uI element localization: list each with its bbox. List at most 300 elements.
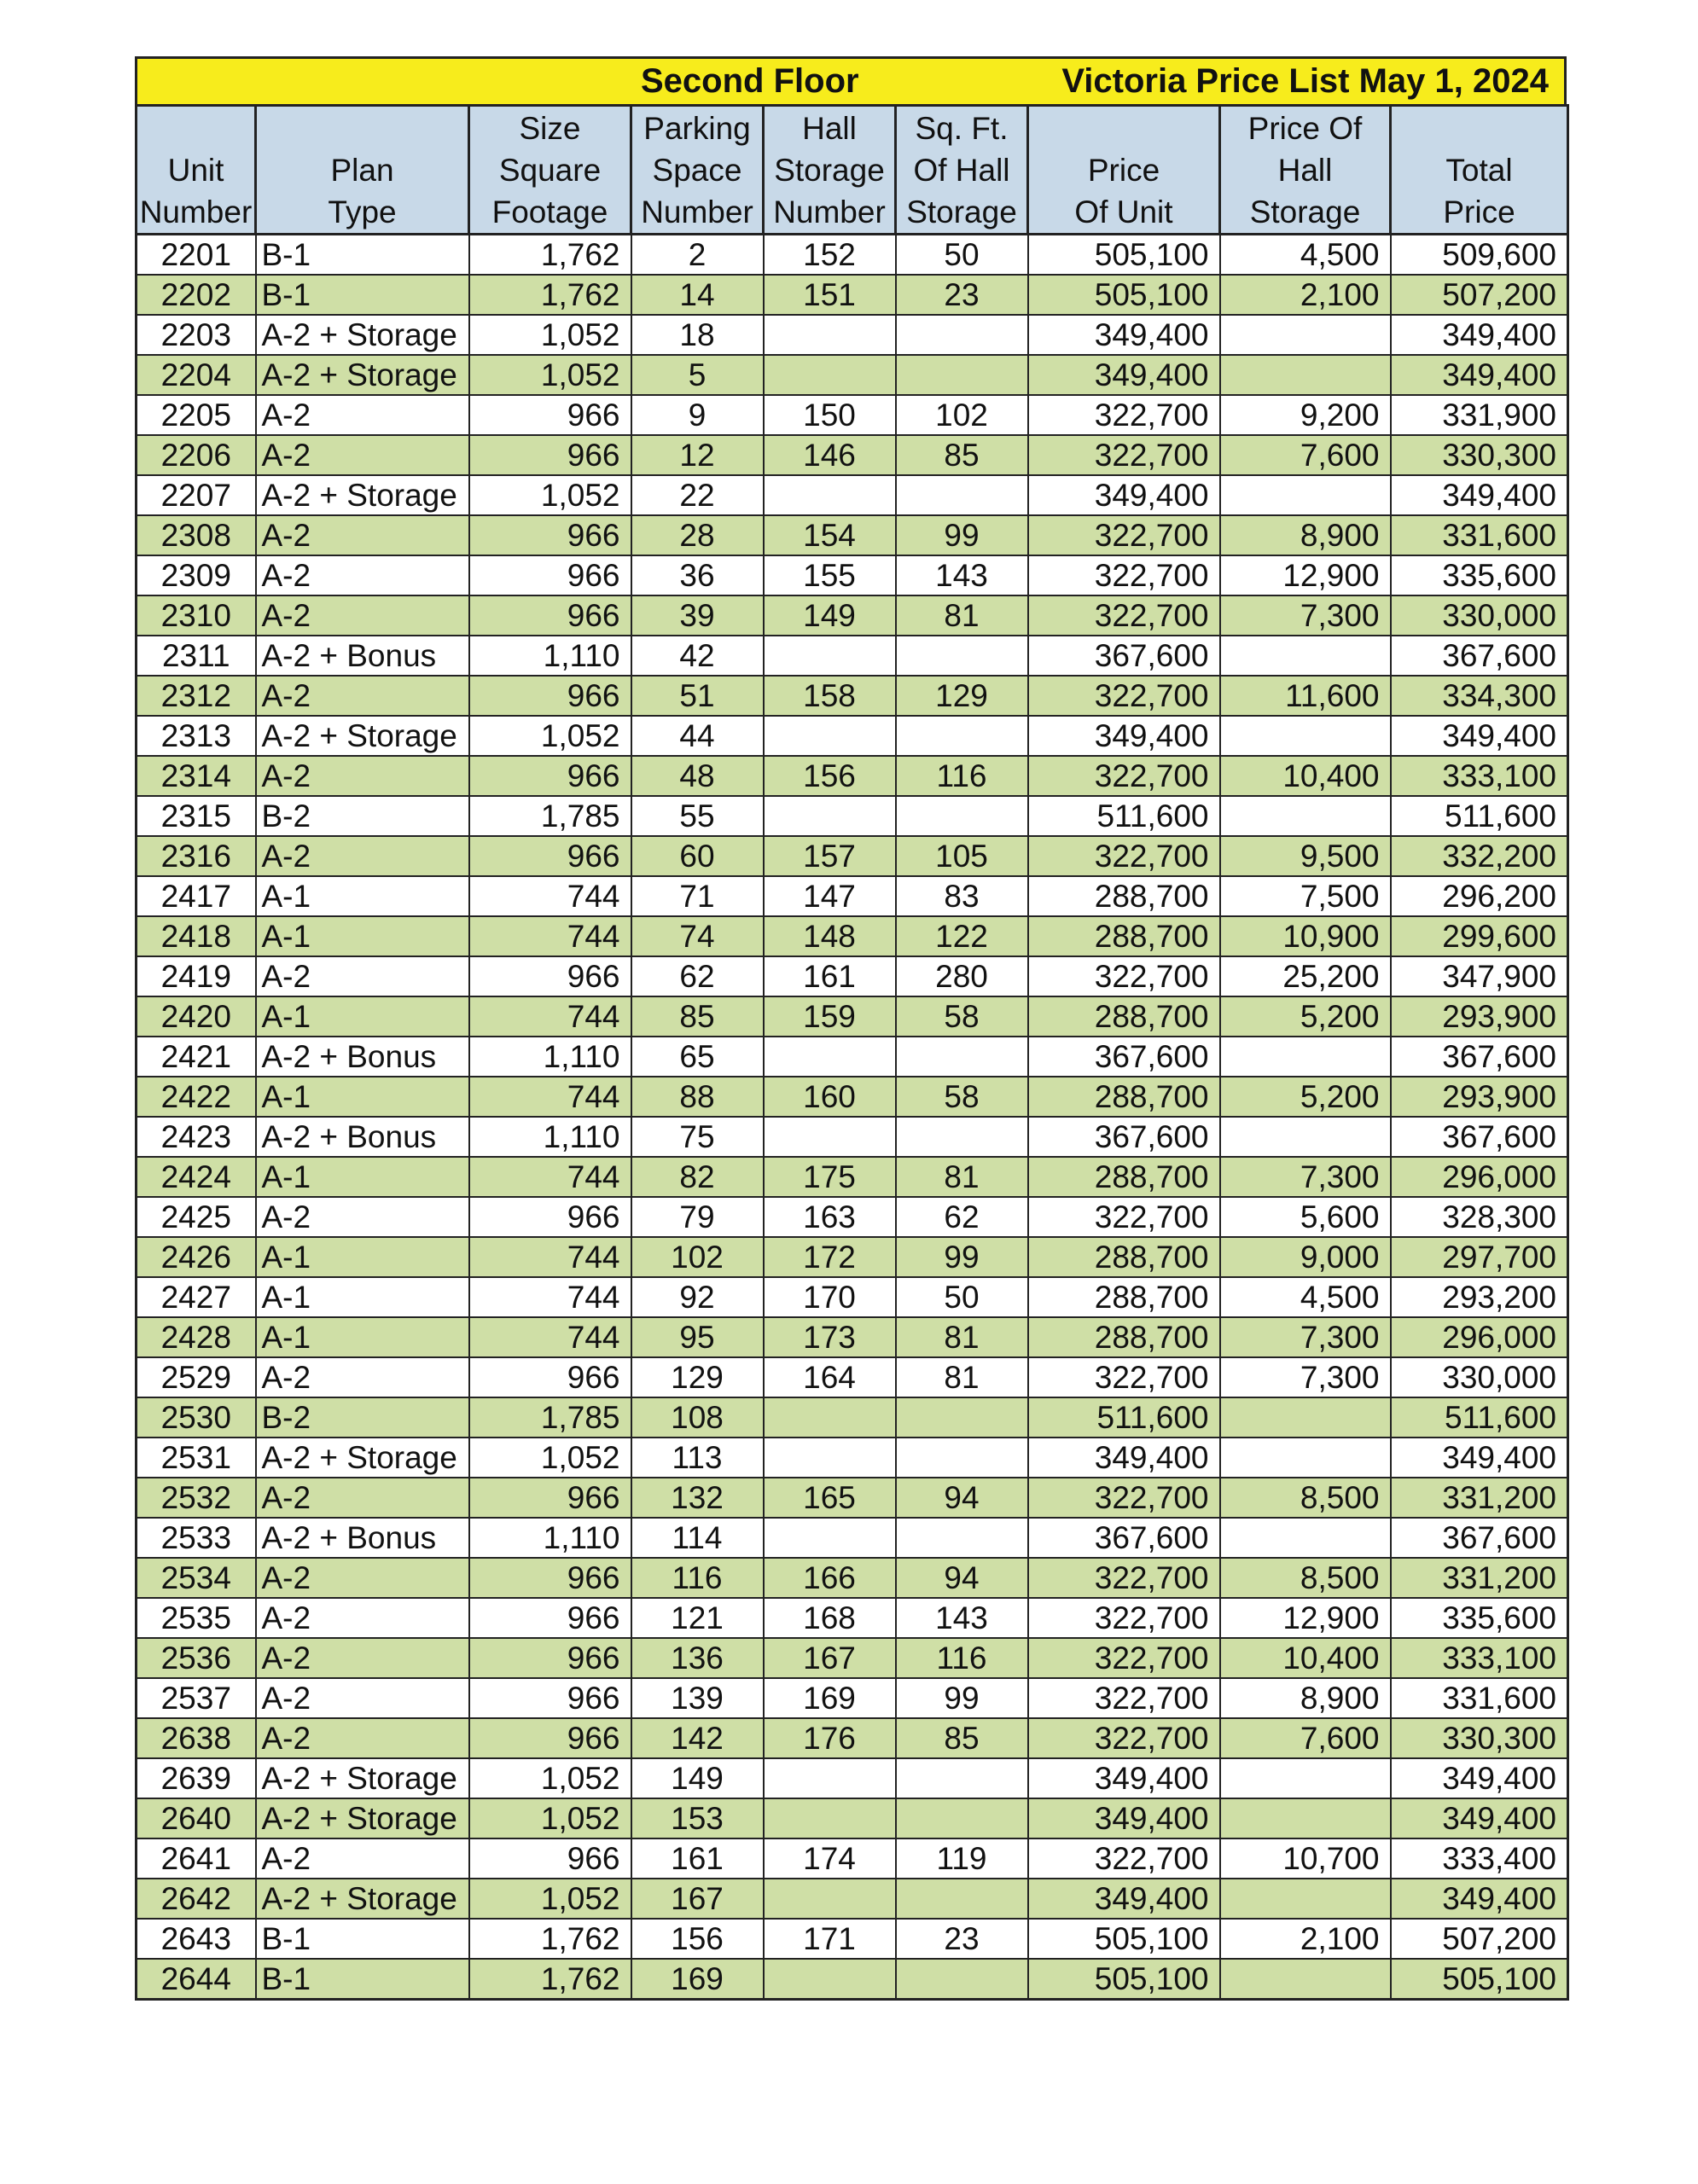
unit-number-cell: 2639 [137, 1758, 256, 1798]
column-header-line: Storage [906, 195, 1017, 229]
plan-type-cell: A-2 [256, 1558, 469, 1598]
unit-price-cell: 322,700 [1028, 1478, 1220, 1518]
unit-price-cell: 322,700 [1028, 1638, 1220, 1678]
parking-cell: 42 [631, 636, 764, 676]
parking-cell: 28 [631, 515, 764, 555]
unit-number-cell: 2535 [137, 1598, 256, 1638]
hall-sqft-cell [896, 716, 1028, 756]
hall-price-cell: 7,600 [1220, 1718, 1391, 1758]
unit-price-cell: 505,100 [1028, 235, 1220, 276]
hall-storage-cell: 167 [764, 1638, 896, 1678]
plan-type-cell: A-2 [256, 956, 469, 996]
parking-cell: 169 [631, 1959, 764, 2000]
hall-storage-cell: 169 [764, 1678, 896, 1718]
parking-cell: 2 [631, 235, 764, 276]
hall-storage-cell: 168 [764, 1598, 896, 1638]
unit-price-cell: 288,700 [1028, 1317, 1220, 1357]
hall-price-cell: 7,600 [1220, 435, 1391, 475]
size-cell: 1,762 [469, 1959, 631, 2000]
column-header-line: Plan [330, 153, 394, 188]
parking-cell: 132 [631, 1478, 764, 1518]
total-price-cell: 330,300 [1391, 435, 1568, 475]
unit-number-cell: 2203 [137, 315, 256, 355]
parking-cell: 62 [631, 956, 764, 996]
total-price-cell: 330,000 [1391, 1357, 1568, 1397]
table-row [137, 836, 1568, 876]
total-price-cell: 367,600 [1391, 636, 1568, 676]
size-cell: 966 [469, 515, 631, 555]
unit-number-cell: 2420 [137, 996, 256, 1037]
unit-number-cell: 2643 [137, 1919, 256, 1959]
hall-sqft-cell [896, 1117, 1028, 1157]
hall-storage-cell [764, 716, 896, 756]
column-header-total-price [1391, 106, 1568, 235]
column-header-line: Storage [1249, 195, 1361, 229]
unit-number-cell: 2206 [137, 435, 256, 475]
hall-sqft-cell: 116 [896, 1638, 1028, 1678]
unit-price-cell: 511,600 [1028, 1397, 1220, 1438]
unit-number-cell: 2642 [137, 1879, 256, 1919]
table-row [137, 395, 1568, 435]
hall-price-cell: 2,100 [1220, 1919, 1391, 1959]
column-header-line: Storage [774, 153, 885, 188]
hall-price-cell [1220, 355, 1391, 395]
hall-sqft-cell: 119 [896, 1838, 1028, 1879]
hall-price-cell: 5,200 [1220, 996, 1391, 1037]
hall-price-cell: 7,300 [1220, 1317, 1391, 1357]
parking-cell: 95 [631, 1317, 764, 1357]
table-row [137, 355, 1568, 395]
unit-number-cell: 2529 [137, 1357, 256, 1397]
size-cell: 966 [469, 756, 631, 796]
hall-storage-cell [764, 636, 896, 676]
total-price-cell: 328,300 [1391, 1197, 1568, 1237]
size-cell: 966 [469, 1478, 631, 1518]
hall-price-cell: 10,400 [1220, 1638, 1391, 1678]
plan-type-cell: A-2 [256, 676, 469, 716]
parking-cell: 22 [631, 475, 764, 515]
unit-number-cell: 2310 [137, 595, 256, 636]
hall-price-cell [1220, 1037, 1391, 1077]
total-price-cell: 334,300 [1391, 676, 1568, 716]
price-list-title: Victoria Price List May 1, 2024 [1061, 62, 1549, 100]
column-header-parking-space-number [631, 106, 764, 235]
hall-price-cell [1220, 1397, 1391, 1438]
unit-number-cell: 2311 [137, 636, 256, 676]
column-header-size-square-footage [469, 106, 631, 235]
size-cell: 966 [469, 1678, 631, 1718]
hall-sqft-cell: 62 [896, 1197, 1028, 1237]
table-row [137, 1838, 1568, 1879]
total-price-cell: 296,000 [1391, 1317, 1568, 1357]
column-header-line: Number [773, 195, 886, 229]
unit-price-cell: 322,700 [1028, 435, 1220, 475]
unit-number-cell: 2315 [137, 796, 256, 836]
plan-type-cell: A-2 [256, 595, 469, 636]
unit-number-cell: 2313 [137, 716, 256, 756]
size-cell: 966 [469, 595, 631, 636]
size-cell: 744 [469, 1077, 631, 1117]
hall-price-cell: 8,900 [1220, 515, 1391, 555]
plan-type-cell: A-1 [256, 996, 469, 1037]
hall-price-cell [1220, 1758, 1391, 1798]
unit-number-cell: 2207 [137, 475, 256, 515]
hall-storage-cell: 174 [764, 1838, 896, 1879]
size-cell: 1,052 [469, 1758, 631, 1798]
unit-number-cell: 2205 [137, 395, 256, 435]
total-price-cell: 367,600 [1391, 1518, 1568, 1558]
hall-price-cell [1220, 1959, 1391, 2000]
plan-type-cell: A-2 + Storage [256, 1438, 469, 1478]
table-row [137, 1277, 1568, 1317]
total-price-cell: 349,400 [1391, 716, 1568, 756]
plan-type-cell: A-2 [256, 1197, 469, 1237]
unit-price-cell: 322,700 [1028, 555, 1220, 595]
hall-storage-cell: 156 [764, 756, 896, 796]
hall-price-cell [1220, 716, 1391, 756]
table-body [137, 235, 1568, 2000]
hall-price-cell [1220, 315, 1391, 355]
parking-cell: 79 [631, 1197, 764, 1237]
unit-number-cell: 2536 [137, 1638, 256, 1678]
plan-type-cell: A-2 [256, 1478, 469, 1518]
hall-sqft-cell [896, 355, 1028, 395]
hall-storage-cell [764, 315, 896, 355]
hall-storage-cell: 163 [764, 1197, 896, 1237]
column-header-line: Unit [167, 153, 224, 188]
plan-type-cell: A-2 [256, 836, 469, 876]
table-row [137, 555, 1568, 595]
parking-cell: 55 [631, 796, 764, 836]
plan-type-cell: A-1 [256, 1077, 469, 1117]
hall-sqft-cell: 102 [896, 395, 1028, 435]
total-price-cell: 349,400 [1391, 1758, 1568, 1798]
hall-sqft-cell: 85 [896, 1718, 1028, 1758]
table-row [137, 636, 1568, 676]
size-cell: 744 [469, 876, 631, 916]
hall-price-cell [1220, 796, 1391, 836]
unit-number-cell: 2418 [137, 916, 256, 956]
unit-price-cell: 367,600 [1028, 1518, 1220, 1558]
total-price-cell: 331,600 [1391, 1678, 1568, 1718]
hall-price-cell: 10,400 [1220, 756, 1391, 796]
hall-price-cell: 7,300 [1220, 1357, 1391, 1397]
parking-cell: 161 [631, 1838, 764, 1879]
plan-type-cell: A-2 + Storage [256, 1798, 469, 1838]
unit-number-cell: 2425 [137, 1197, 256, 1237]
total-price-cell: 511,600 [1391, 1397, 1568, 1438]
hall-storage-cell [764, 1798, 896, 1838]
hall-price-cell [1220, 1879, 1391, 1919]
parking-cell: 167 [631, 1879, 764, 1919]
column-header-line: Number [641, 195, 753, 229]
unit-price-cell: 349,400 [1028, 1758, 1220, 1798]
plan-type-cell: A-2 [256, 756, 469, 796]
hall-storage-cell: 159 [764, 996, 896, 1037]
parking-cell: 116 [631, 1558, 764, 1598]
unit-number-cell: 2428 [137, 1317, 256, 1357]
plan-type-cell: A-2 + Storage [256, 716, 469, 756]
table-row [137, 916, 1568, 956]
unit-price-cell: 288,700 [1028, 1277, 1220, 1317]
unit-number-cell: 2419 [137, 956, 256, 996]
unit-price-cell: 367,600 [1028, 636, 1220, 676]
unit-number-cell: 2638 [137, 1718, 256, 1758]
column-header-line: Price [1087, 153, 1160, 188]
column-header-unit-number [137, 106, 256, 235]
parking-cell: 5 [631, 355, 764, 395]
total-price-cell: 333,100 [1391, 756, 1568, 796]
unit-price-cell: 349,400 [1028, 475, 1220, 515]
hall-sqft-cell: 81 [896, 1357, 1028, 1397]
hall-price-cell: 5,600 [1220, 1197, 1391, 1237]
size-cell: 744 [469, 996, 631, 1037]
table-row [137, 1197, 1568, 1237]
unit-price-cell: 288,700 [1028, 996, 1220, 1037]
hall-storage-cell [764, 1037, 896, 1077]
unit-number-cell: 2423 [137, 1117, 256, 1157]
column-header-price-of-hall-storage [1220, 106, 1391, 235]
hall-sqft-cell [896, 1438, 1028, 1478]
table-row [137, 1077, 1568, 1117]
size-cell: 1,110 [469, 1037, 631, 1077]
total-price-cell: 297,700 [1391, 1237, 1568, 1277]
hall-price-cell: 25,200 [1220, 956, 1391, 996]
total-price-cell: 296,000 [1391, 1157, 1568, 1197]
total-price-cell: 349,400 [1391, 475, 1568, 515]
plan-type-cell: A-2 [256, 1718, 469, 1758]
hall-storage-cell [764, 796, 896, 836]
size-cell: 966 [469, 1638, 631, 1678]
hall-sqft-cell [896, 1959, 1028, 2000]
plan-type-cell: A-2 [256, 1678, 469, 1718]
hall-storage-cell [764, 1518, 896, 1558]
hall-storage-cell [764, 1117, 896, 1157]
parking-cell: 114 [631, 1518, 764, 1558]
table-row [137, 1117, 1568, 1157]
size-cell: 1,762 [469, 275, 631, 315]
total-price-cell: 293,200 [1391, 1277, 1568, 1317]
hall-storage-cell [764, 1438, 896, 1478]
table-row [137, 595, 1568, 636]
total-price-cell: 330,000 [1391, 595, 1568, 636]
price-table [135, 104, 1569, 2001]
unit-price-cell: 322,700 [1028, 756, 1220, 796]
unit-price-cell: 322,700 [1028, 395, 1220, 435]
column-header-line: Of Unit [1074, 195, 1173, 229]
plan-type-cell: A-1 [256, 916, 469, 956]
table-row [137, 756, 1568, 796]
hall-sqft-cell [896, 1518, 1028, 1558]
hall-price-cell: 2,100 [1220, 275, 1391, 315]
hall-storage-cell: 165 [764, 1478, 896, 1518]
unit-price-cell: 505,100 [1028, 275, 1220, 315]
hall-price-cell [1220, 1798, 1391, 1838]
column-header-line: Price Of [1247, 111, 1363, 146]
total-price-cell: 293,900 [1391, 996, 1568, 1037]
total-price-cell: 349,400 [1391, 355, 1568, 395]
unit-number-cell: 2417 [137, 876, 256, 916]
hall-storage-cell: 170 [764, 1277, 896, 1317]
size-cell: 966 [469, 1558, 631, 1598]
size-cell: 744 [469, 1317, 631, 1357]
hall-sqft-cell [896, 1037, 1028, 1077]
hall-sqft-cell: 94 [896, 1558, 1028, 1598]
unit-price-cell: 288,700 [1028, 876, 1220, 916]
column-header-line: Hall [1277, 153, 1333, 188]
hall-storage-cell: 173 [764, 1317, 896, 1357]
hall-price-cell [1220, 475, 1391, 515]
size-cell: 1,110 [469, 1518, 631, 1558]
table-row [137, 1638, 1568, 1678]
hall-storage-cell [764, 355, 896, 395]
hall-storage-cell [764, 1879, 896, 1919]
total-price-cell: 299,600 [1391, 916, 1568, 956]
column-header-line: Price [1443, 195, 1515, 229]
table-row [137, 1678, 1568, 1718]
size-cell: 966 [469, 435, 631, 475]
table-row [137, 515, 1568, 555]
parking-cell: 121 [631, 1598, 764, 1638]
plan-type-cell: A-2 + Bonus [256, 1117, 469, 1157]
size-cell: 1,052 [469, 1879, 631, 1919]
plan-type-cell: A-1 [256, 1317, 469, 1357]
total-price-cell: 296,200 [1391, 876, 1568, 916]
hall-sqft-cell [896, 315, 1028, 355]
size-cell: 966 [469, 1197, 631, 1237]
size-cell: 966 [469, 395, 631, 435]
total-price-cell: 331,200 [1391, 1478, 1568, 1518]
parking-cell: 102 [631, 1237, 764, 1277]
hall-price-cell: 4,500 [1220, 235, 1391, 276]
total-price-cell: 330,300 [1391, 1718, 1568, 1758]
total-price-cell: 505,100 [1391, 1959, 1568, 2000]
unit-price-cell: 511,600 [1028, 796, 1220, 836]
column-header-hall-storage-sqft [896, 106, 1028, 235]
hall-storage-cell: 160 [764, 1077, 896, 1117]
unit-price-cell: 322,700 [1028, 676, 1220, 716]
unit-number-cell: 2533 [137, 1518, 256, 1558]
hall-storage-cell: 157 [764, 836, 896, 876]
hall-price-cell [1220, 1438, 1391, 1478]
table-row [137, 1037, 1568, 1077]
hall-storage-cell [764, 1758, 896, 1798]
size-cell: 1,762 [469, 1919, 631, 1959]
plan-type-cell: A-2 + Bonus [256, 1518, 469, 1558]
size-cell: 744 [469, 1157, 631, 1197]
total-price-cell: 347,900 [1391, 956, 1568, 996]
total-price-cell: 331,200 [1391, 1558, 1568, 1598]
unit-price-cell: 349,400 [1028, 716, 1220, 756]
table-row [137, 956, 1568, 996]
unit-price-cell: 349,400 [1028, 1879, 1220, 1919]
table-row [137, 275, 1568, 315]
unit-price-cell: 367,600 [1028, 1117, 1220, 1157]
column-header-line: Footage [491, 195, 608, 229]
unit-number-cell: 2316 [137, 836, 256, 876]
total-price-cell: 332,200 [1391, 836, 1568, 876]
column-header-hall-storage-number [764, 106, 896, 235]
plan-type-cell: A-2 [256, 1638, 469, 1678]
hall-sqft-cell: 99 [896, 1678, 1028, 1718]
parking-cell: 12 [631, 435, 764, 475]
parking-cell: 139 [631, 1678, 764, 1718]
column-header-line: Parking [643, 111, 751, 146]
hall-sqft-cell: 105 [896, 836, 1028, 876]
hall-sqft-cell: 99 [896, 1237, 1028, 1277]
size-cell: 966 [469, 555, 631, 595]
hall-sqft-cell [896, 1758, 1028, 1798]
total-price-cell: 335,600 [1391, 555, 1568, 595]
hall-sqft-cell [896, 636, 1028, 676]
unit-number-cell: 2202 [137, 275, 256, 315]
total-price-cell: 331,600 [1391, 515, 1568, 555]
unit-number-cell: 2312 [137, 676, 256, 716]
unit-price-cell: 322,700 [1028, 515, 1220, 555]
total-price-cell: 367,600 [1391, 1117, 1568, 1157]
unit-number-cell: 2314 [137, 756, 256, 796]
table-header [137, 106, 1568, 235]
parking-cell: 156 [631, 1919, 764, 1959]
table-row [137, 1758, 1568, 1798]
hall-price-cell [1220, 1518, 1391, 1558]
unit-price-cell: 322,700 [1028, 1197, 1220, 1237]
size-cell: 1,110 [469, 636, 631, 676]
column-header-line: Square [498, 153, 602, 188]
plan-type-cell: B-1 [256, 275, 469, 315]
plan-type-cell: A-2 [256, 555, 469, 595]
hall-sqft-cell: 58 [896, 1077, 1028, 1117]
hall-storage-cell: 149 [764, 595, 896, 636]
size-cell: 1,785 [469, 1397, 631, 1438]
hall-sqft-cell [896, 1879, 1028, 1919]
hall-price-cell: 9,000 [1220, 1237, 1391, 1277]
column-header-price-of-unit [1028, 106, 1220, 235]
hall-sqft-cell: 50 [896, 1277, 1028, 1317]
total-price-cell: 511,600 [1391, 796, 1568, 836]
plan-type-cell: A-2 [256, 435, 469, 475]
table-row [137, 1397, 1568, 1438]
parking-cell: 36 [631, 555, 764, 595]
size-cell: 744 [469, 1277, 631, 1317]
hall-sqft-cell: 143 [896, 1598, 1028, 1638]
hall-price-cell: 8,500 [1220, 1558, 1391, 1598]
hall-price-cell: 9,200 [1220, 395, 1391, 435]
unit-number-cell: 2644 [137, 1959, 256, 2000]
hall-sqft-cell [896, 475, 1028, 515]
plan-type-cell: A-2 [256, 1598, 469, 1638]
table-row [137, 676, 1568, 716]
unit-number-cell: 2641 [137, 1838, 256, 1879]
parking-cell: 88 [631, 1077, 764, 1117]
unit-price-cell: 322,700 [1028, 836, 1220, 876]
table-row [137, 1237, 1568, 1277]
unit-price-cell: 288,700 [1028, 1077, 1220, 1117]
plan-type-cell: A-2 + Storage [256, 355, 469, 395]
plan-type-cell: A-2 [256, 395, 469, 435]
table-row [137, 315, 1568, 355]
parking-cell: 142 [631, 1718, 764, 1758]
hall-sqft-cell: 83 [896, 876, 1028, 916]
unit-number-cell: 2422 [137, 1077, 256, 1117]
unit-price-cell: 288,700 [1028, 1237, 1220, 1277]
hall-storage-cell: 155 [764, 555, 896, 595]
unit-price-cell: 349,400 [1028, 355, 1220, 395]
hall-storage-cell: 150 [764, 395, 896, 435]
size-cell: 744 [469, 916, 631, 956]
unit-price-cell: 322,700 [1028, 956, 1220, 996]
hall-sqft-cell: 122 [896, 916, 1028, 956]
